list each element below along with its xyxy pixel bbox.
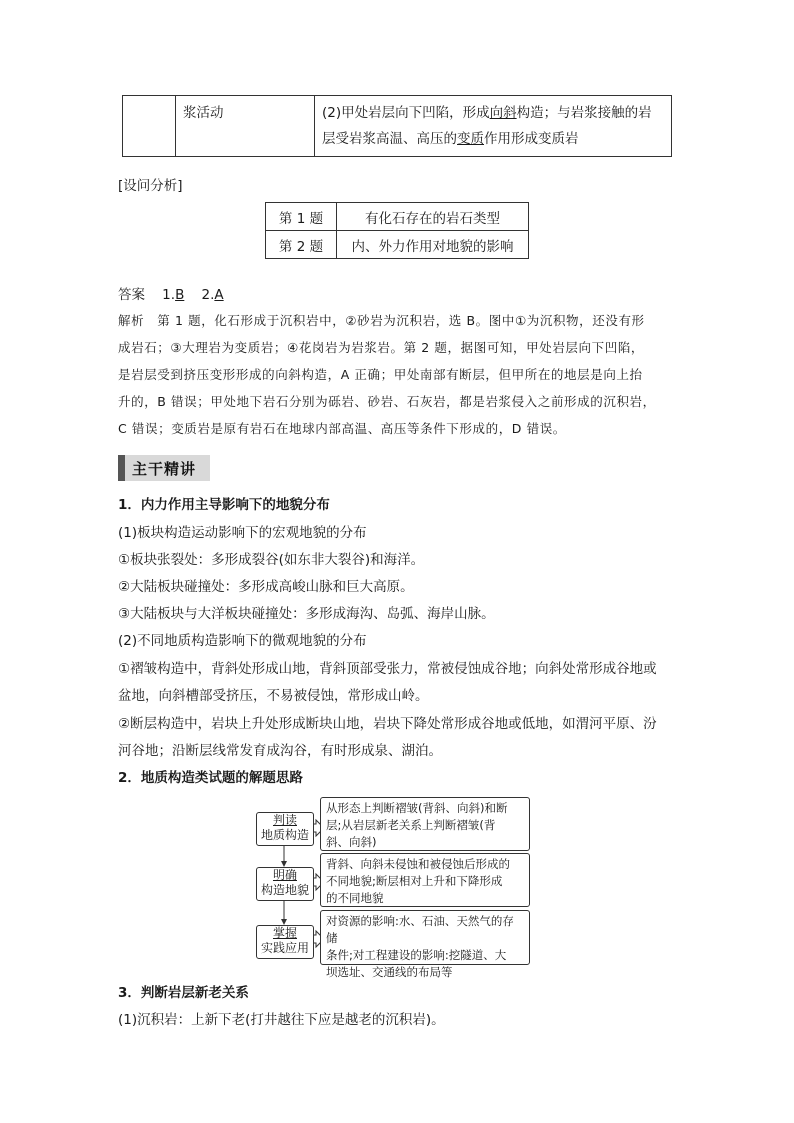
detail-line: 的不同地貌 (326, 891, 384, 905)
section-heading: 2．地质构造类试题的解题思路 (118, 770, 303, 786)
step-verb: 掌握 (272, 926, 297, 940)
analysis-table (265, 202, 529, 259)
body-line: 盆地，向斜槽部受挤压，不易被侵蚀，常形成山岭。 (118, 688, 429, 704)
step-object: 构造地貌 (260, 883, 309, 897)
banner-title: 主干精讲 (132, 460, 197, 478)
step-object: 实践应用 (260, 941, 309, 955)
continuation-table (122, 95, 672, 157)
analysis-label: [设问分析] (118, 178, 183, 194)
desc-text: (2)甲处岩层向下凹陷，形成 (322, 105, 490, 121)
answer-label: 答案 (118, 287, 145, 303)
step-verb: 判读 (272, 813, 297, 827)
desc-text: 层受岩浆高温、高压的 (322, 131, 457, 147)
flow-detail-master (320, 910, 530, 979)
desc-underline: 变质 (457, 131, 484, 147)
table-row (266, 203, 529, 231)
body-line: ①褶皱构造中，背斜处形成山地，背斜顶部受张力，常被侵蚀成谷地；向斜处常形成谷地或 (118, 661, 657, 677)
body-line: ①板块张裂处：多形成裂谷(如东非大裂谷)和海洋。 (118, 552, 425, 568)
answer-number: 1. (162, 287, 176, 303)
detail-line: 对资源的影响:水、石油、天然气的存储 (326, 914, 514, 945)
detail-line: 坝选址、交通线的布局等 (326, 965, 453, 979)
desc-underline: 向斜 (489, 105, 517, 121)
step-verb: 明确 (272, 868, 297, 882)
body-line: (2)不同地质构造影响下的微观地貌的分布 (118, 633, 367, 649)
question-topic: 内、外力作用对地貌的影响 (337, 231, 529, 259)
question-number: 第 1 题 (266, 203, 337, 231)
answer-number: 2. (201, 287, 215, 303)
flow-step-interpret (256, 812, 314, 846)
body-line: (1)沉积岩：上新下老(打井越往下应是越老的沉积岩)。 (118, 1012, 445, 1028)
explanation-line: C 错误；变质岩是原有岩石在地球内部高温、高压等条件下形成的，D 错误。 (118, 421, 566, 436)
table-row (266, 231, 529, 259)
detail-line: 从形态上判断褶皱(背斜、向斜)和断 (326, 801, 508, 815)
section-heading: 3．判断岩层新老关系 (118, 985, 249, 1001)
explanation-line: 成岩石；③大理岩为变质岩；④花岗岩为岩浆岩。第 2 题，据图可知，甲处岩层向下凹陷， (118, 340, 645, 355)
body-line: (1)板块构造运动影响下的宏观地貌的分布 (118, 525, 367, 541)
explanation-line: 升的，B 错误；甲处地下岩石分别为砾岩、砂岩、石灰岩，都是岩浆侵入之前形成的沉积岩， (118, 394, 656, 409)
explanation-line: 是岩层受到挤压变形形成的向斜构造，A 正确；甲处南部有断层，但甲所在的地层是向上抬 (118, 367, 643, 382)
flow-detail-interpret (320, 797, 530, 851)
question-number: 第 2 题 (266, 231, 337, 259)
section-banner (118, 455, 210, 481)
detail-line: 层;从岩层新老关系上判断褶皱(背 (326, 818, 496, 832)
flow-detail-clarify (320, 853, 530, 907)
table-cell-empty (123, 96, 176, 157)
detail-line: 不同地貌;断层相对上升和下降形成 (326, 874, 503, 888)
desc-text: 构造；与岩浆接触的岩 (516, 105, 652, 121)
detail-line: 条件;对工程建设的影响:挖隧道、大 (326, 948, 507, 962)
answer-line (118, 285, 224, 305)
step-object: 地质构造 (260, 828, 309, 842)
table-cell-description (315, 96, 672, 157)
detail-line: 斜、向斜) (326, 835, 377, 849)
answer-value: B (175, 287, 185, 303)
body-line: 河谷地；沿断层线常发育成沟谷，有时形成泉、湖泊。 (118, 743, 442, 759)
flow-step-clarify (256, 867, 314, 901)
body-line: ③大陆板块与大洋板块碰撞处：多形成海沟、岛弧、海岸山脉。 (118, 606, 495, 622)
explanation-line: 解析 第 1 题，化石形成于沉积岩中，②砂岩为沉积岩，选 B。图中①为沉积物，还没有形 (118, 313, 645, 328)
answer-value: A (214, 287, 224, 303)
question-topic: 有化石存在的岩石类型 (337, 203, 529, 231)
body-line: ②断层构造中，岩块上升处形成断块山地，岩块下降处常形成谷地或低地，如渭河平原、汾 (118, 716, 657, 732)
body-line: ②大陆板块碰撞处：多形成高峻山脉和巨大高原。 (118, 579, 414, 595)
table-cell-process: 浆活动 (176, 96, 315, 157)
section-heading: 1．内力作用主导影响下的地貌分布 (118, 497, 330, 513)
detail-line: 背斜、向斜未侵蚀和被侵蚀后形成的 (326, 857, 510, 871)
banner-bar (118, 455, 125, 481)
desc-text: 作用形成变质岩 (484, 131, 579, 147)
flow-step-master (256, 925, 314, 959)
